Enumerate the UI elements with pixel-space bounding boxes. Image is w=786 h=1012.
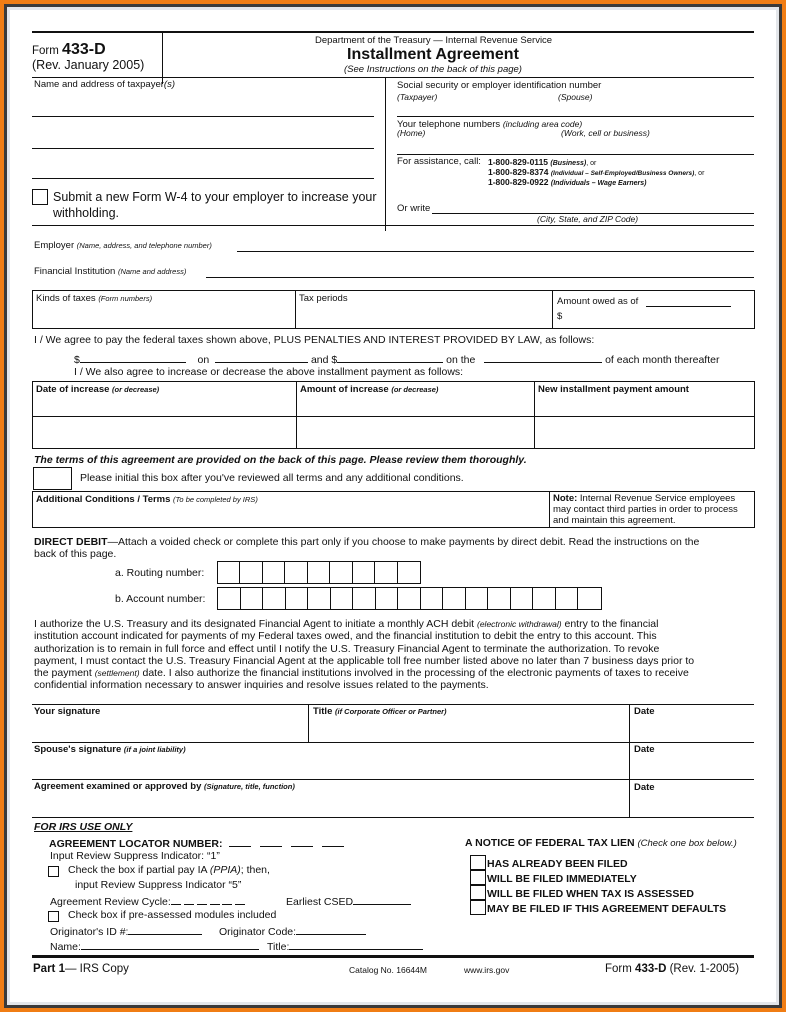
w4-label: Submit a new Form W-4 to your employer to increase your xyxy=(53,190,377,204)
form-revision: (Rev. January 2005) xyxy=(32,58,145,72)
footer-form-id: Form 433-D (Rev. 1-2005) xyxy=(605,963,740,975)
employer-field[interactable] xyxy=(237,251,754,252)
spouse-signature-field[interactable]: Spouse's signature (if a joint liability) xyxy=(34,744,186,755)
date-of-increase-header: Date of increase (or decrease) xyxy=(32,381,297,417)
monthly-payment-day-field[interactable] xyxy=(484,352,602,363)
irs-name-row: Name: xyxy=(50,939,259,953)
write-label: Or write xyxy=(397,203,431,214)
name-address-label: Name and address of taxpayer(s) xyxy=(34,79,175,90)
new-installment-header: New installment payment amount xyxy=(534,381,755,417)
originator-code-field[interactable] xyxy=(296,924,366,935)
your-signature-date-field[interactable]: Date xyxy=(634,706,655,717)
spouse-signature-date-field[interactable]: Date xyxy=(634,744,655,755)
assistance-line-2: 1-800-829-8374 (Individual – Self-Employed/Business Owners), or xyxy=(488,167,705,177)
monthly-payment-amount-field[interactable] xyxy=(337,352,443,363)
agreement-locator-row: AGREEMENT LOCATOR NUMBER: xyxy=(49,836,344,850)
form-subtitle: (See Instructions on the back of this page) xyxy=(344,64,522,75)
irs-title-field[interactable] xyxy=(289,939,423,950)
payment-terms-row: $ on and $ on the of each month thereafter xyxy=(74,354,720,366)
ppia-label-cont: input Review Suppress Indicator “5” xyxy=(75,879,242,891)
amount-owed-date-field[interactable] xyxy=(646,306,731,307)
agreement-statement: I / We agree to pay the federal taxes shown above, PLUS PENALTIES AND INTEREST PROVIDED BY LAW, as follows: xyxy=(34,334,595,346)
amount-owed-label: Amount owed as of xyxy=(557,296,639,307)
phone-field[interactable] xyxy=(397,154,754,155)
w4-label-cont: withholding. xyxy=(53,206,120,220)
ach-authorization-text: I authorize the U.S. Treasury and its designated Financial Agent to initiate a monthly ACH debit (electronic withdrawal) entry to the financial institution account indicated for payments of my Federal taxes owed, and the financial institution to debit the entry to this account. This authorization is to remain in full force and effect until I notify the U.S. Treasury Financial Agent to terminate the authorization. To revoke payment, I must contact the U.S. Treasury Financial Agent at the applicable toll free number listed above no later than 7 business days prior to the payment (settlement) date. I also authorize the financial institutions involved in the processing of the electronic payments of taxes to receive confidential information necessary to answer inquiries and resolve issues related to the payments. xyxy=(34,618,695,692)
originator-id-field[interactable] xyxy=(128,924,202,935)
assistance-label: For assistance, call: xyxy=(397,156,481,167)
irs-note-cell: Note: Internal Revenue Service employees may contact third parties in order to process and maintain this agreement. xyxy=(549,491,755,528)
ppia-label: Check the box if partial pay IA (PPIA); then, xyxy=(68,864,270,876)
financial-institution-field[interactable] xyxy=(206,277,754,278)
assistance-line-3: 1-800-829-0922 (Individuals – Wage Earners) xyxy=(488,177,647,187)
phone-home-hint: (Home) xyxy=(397,128,426,138)
ssn-spouse-hint: (Spouse) xyxy=(558,92,593,102)
terms-notice: The terms of this agreement are provided on the back of this page. Please review them thoroughly. xyxy=(34,454,527,466)
title-field[interactable]: Title (if Corporate Officer or Partner) xyxy=(313,706,447,717)
additional-conditions-field[interactable]: Additional Conditions / Terms (To be completed by IRS) xyxy=(32,491,550,528)
header-bottom-rule xyxy=(32,77,754,78)
footer-catalog: Catalog No. 16644M xyxy=(349,965,427,975)
originator-id-row: Originator's ID #: xyxy=(50,924,202,938)
amount-owed-cell[interactable]: Amount owed as of $ xyxy=(552,290,755,329)
date-of-increase-field[interactable] xyxy=(32,416,297,449)
irs-title-row: Title: xyxy=(267,939,423,953)
footer-rule xyxy=(32,955,754,958)
review-cycle-digit[interactable] xyxy=(171,894,181,905)
lien-option-4-label: MAY BE FILED IF THIS AGREEMENT DEFAULTS xyxy=(487,903,727,915)
form-id xyxy=(32,41,106,59)
irs-name-field[interactable] xyxy=(81,939,259,950)
lien-option-1-checkbox[interactable] xyxy=(470,855,486,870)
routing-number-input[interactable] xyxy=(217,561,421,584)
suppress-indicator-text: Input Review Suppress Indicator: “1” xyxy=(50,850,220,862)
initial-payment-amount-field[interactable] xyxy=(80,352,186,363)
lien-option-3-label: WILL BE FILED WHEN TAX IS ASSESSED xyxy=(487,888,694,900)
signature-top-rule xyxy=(32,704,754,705)
locator-segment-4[interactable] xyxy=(322,836,344,847)
csed-row: Earliest CSED xyxy=(286,894,411,908)
lien-option-3-checkbox[interactable] xyxy=(470,885,486,900)
locator-segment-2[interactable] xyxy=(260,836,282,847)
tax-periods-cell[interactable]: Tax periods xyxy=(295,290,553,329)
amount-of-increase-header: Amount of increase (or decrease) xyxy=(296,381,535,417)
locator-segment-1[interactable] xyxy=(229,836,251,847)
ssn-label: Social security or employer identification number xyxy=(397,80,602,91)
preassessed-checkbox[interactable] xyxy=(48,911,59,922)
lien-heading: A NOTICE OF FEDERAL TAX LIEN (Check one box below.) xyxy=(465,837,737,849)
account-number-input[interactable] xyxy=(217,587,602,610)
phone-work-hint: (Work, cell or business) xyxy=(561,128,650,138)
lien-option-1-label: HAS ALREADY BEEN FILED xyxy=(487,858,628,870)
new-installment-field[interactable] xyxy=(534,416,755,449)
examined-date-field[interactable]: Date xyxy=(634,782,655,793)
csed-field[interactable] xyxy=(353,894,411,905)
w4-checkbox[interactable] xyxy=(32,189,48,205)
agency-name: Department of the Treasury — Internal Revenue Service xyxy=(315,35,553,46)
lien-option-4-checkbox[interactable] xyxy=(470,900,486,915)
assistance-line-1: 1-800-829-0115 (Business), or xyxy=(488,157,597,167)
form-number: 433-D xyxy=(62,41,106,58)
taxpayer-divider xyxy=(385,78,386,231)
form-label: Form xyxy=(32,45,59,57)
taxpayer-bottom-rule xyxy=(32,225,754,226)
name-line-1[interactable] xyxy=(32,116,374,117)
ppia-checkbox[interactable] xyxy=(48,866,59,877)
financial-institution-label: Financial Institution (Name and address) xyxy=(34,266,187,277)
examined-by-field[interactable]: Agreement examined or approved by (Signature, title, function) xyxy=(34,781,295,792)
irs-use-heading: FOR IRS USE ONLY xyxy=(34,821,133,833)
kinds-of-taxes-cell[interactable]: Kinds of taxes (Form numbers) xyxy=(32,290,296,329)
write-hint: (City, State, and ZIP Code) xyxy=(537,214,639,224)
direct-debit-intro: DIRECT DEBIT—Attach a voided check or complete this part only if you choose to make payments by direct debit. Read the instructions on the xyxy=(34,536,700,548)
form-title: Installment Agreement xyxy=(347,46,519,63)
initial-payment-date-field[interactable] xyxy=(215,352,308,363)
locator-segment-3[interactable] xyxy=(291,836,313,847)
phone-label: Your telephone numbers (including area code) xyxy=(397,119,583,130)
lien-option-2-label: WILL BE FILED IMMEDIATELY xyxy=(487,873,637,885)
initial-box[interactable] xyxy=(33,467,72,490)
originator-code-row: Originator Code: xyxy=(219,924,366,938)
name-line-2[interactable] xyxy=(32,148,374,149)
name-line-3[interactable] xyxy=(32,178,374,179)
employer-label: Employer (Name, address, and telephone number) xyxy=(34,240,212,251)
signature-bottom-rule xyxy=(32,817,754,818)
amount-of-increase-field[interactable] xyxy=(296,416,535,449)
review-cycle-row: Agreement Review Cycle: xyxy=(50,894,245,908)
ssn-taxpayer-hint: (Taxpayer) xyxy=(397,92,438,102)
form-page xyxy=(7,7,779,1005)
routing-number-label: a. Routing number: xyxy=(115,567,205,579)
lien-option-2-checkbox[interactable] xyxy=(470,870,486,885)
footer-website: www.irs.gov xyxy=(464,965,510,975)
initial-box-label: Please initial this box after you've reviewed all terms and any additional conditions. xyxy=(80,472,464,484)
account-number-label: b. Account number: xyxy=(115,593,206,605)
ssn-field[interactable] xyxy=(397,116,754,117)
preassessed-label: Check box if pre-assessed modules included xyxy=(68,909,277,921)
increase-statement: I / We also agree to increase or decrease the above installment payment as follows: xyxy=(74,366,464,378)
footer-part: Part 1— IRS Copy xyxy=(33,963,129,975)
direct-debit-intro-cont: back of this page. xyxy=(34,548,117,560)
header-top-rule xyxy=(32,31,754,33)
your-signature-field[interactable]: Your signature xyxy=(34,706,101,717)
